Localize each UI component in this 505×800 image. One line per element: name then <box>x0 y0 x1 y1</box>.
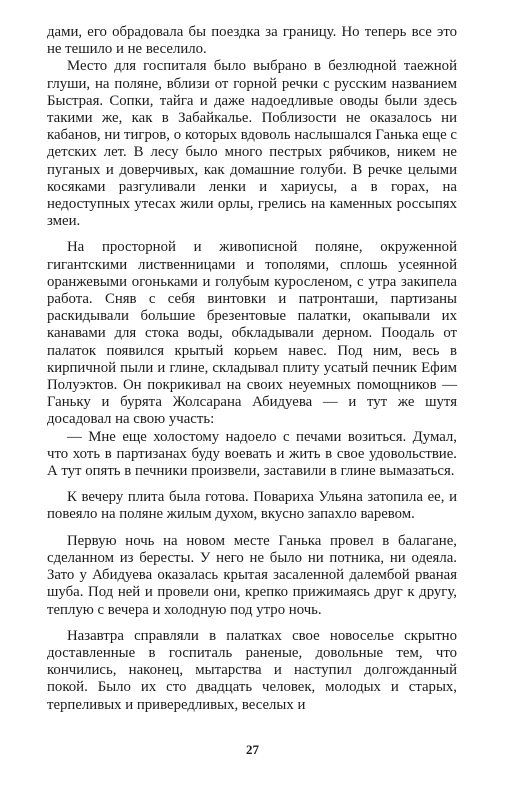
paragraph-first-night: Первую ночь на новом месте Ганька провел в балагане, сделанном из бересты. У него не было ни потника, ни одеяла. Зато у Абидуева оказалась крытая засаленной далембой рваная шуба. Под ней и провели они, крепко прижимаясь друг к другу, теплую с вечера и холодную под утро ночь. <box>47 532 457 618</box>
paragraph-evening: К вечеру плита была готова. Повариха Ульяна затопила ее, и повеяло на поляне жилым духом, вкусно запахло варевом. <box>47 489 457 523</box>
page-body <box>47 24 457 714</box>
paragraph-hospital-location: Место для госпиталя было выбрано в безлюдной таежной глуши, на поляне, вблизи от горной речки с русским названием Быстрая. Сопки, тайга и даже надоедливые оводы были здесь такими же, как в Забайкалье. Поблизости не оказалось ни кабанов, ни тигров, о которых вдоволь наслышался Ганька еще с детских лет. В лесу было много пестрых рябчиков, никем не пуганых и доверчивых, как домашние голуби. В речке целыми косяками разгуливали ленки и хариусы, а в горах, на недоступных утесах жили орлы, грелись на каменных россыпях змеи. <box>47 58 457 230</box>
paragraph-stove-maker-speech: — Мне еще холостому надоело с печами возиться. Думал, что хоть в партизанах буду воевать и жить в свое удовольствие. А тут опять в печники произвели, заставили в глине вымазаться. <box>47 428 457 480</box>
page-number: 27 <box>246 742 259 757</box>
paragraph-camp-work: На просторной и живописной поляне, окруженной гигантскими лиственницами и тополями, сплошь усеянной оранжевыми огоньками и голубым куросленом, с утра закипела работа. Сняв с себя винтовки и патронташи, партизаны раскидывали большие брезентовые палатки, окапывали их канавами для стока воды, обкладывали дерном. Поодаль от палаток появился крытый корьем навес. Под ним, весь в кирпичной пыли и глине, складывал плиту усатый печник Ефим Полуэктов. Он покрикивал на своих неуемных помощников — Ганьку и бурята Жолсарана Абидуева — и тут же шутя досадовал на свою участь: <box>47 239 457 428</box>
paragraph-housewarming: Назавтра справляли в палатках свое новоселье скрытно доставленные в госпиталь раненые, довольные тем, что кончились, наконец, мытарства и наступил долгожданный покой. Было их сто двадцать человек, молодых и старых, терпеливых и привередливых, веселых и <box>47 627 457 713</box>
paragraph-continuation: дами, его обрадовала бы поездка за границу. Но теперь все это не тешило и не веселило. <box>47 24 457 58</box>
